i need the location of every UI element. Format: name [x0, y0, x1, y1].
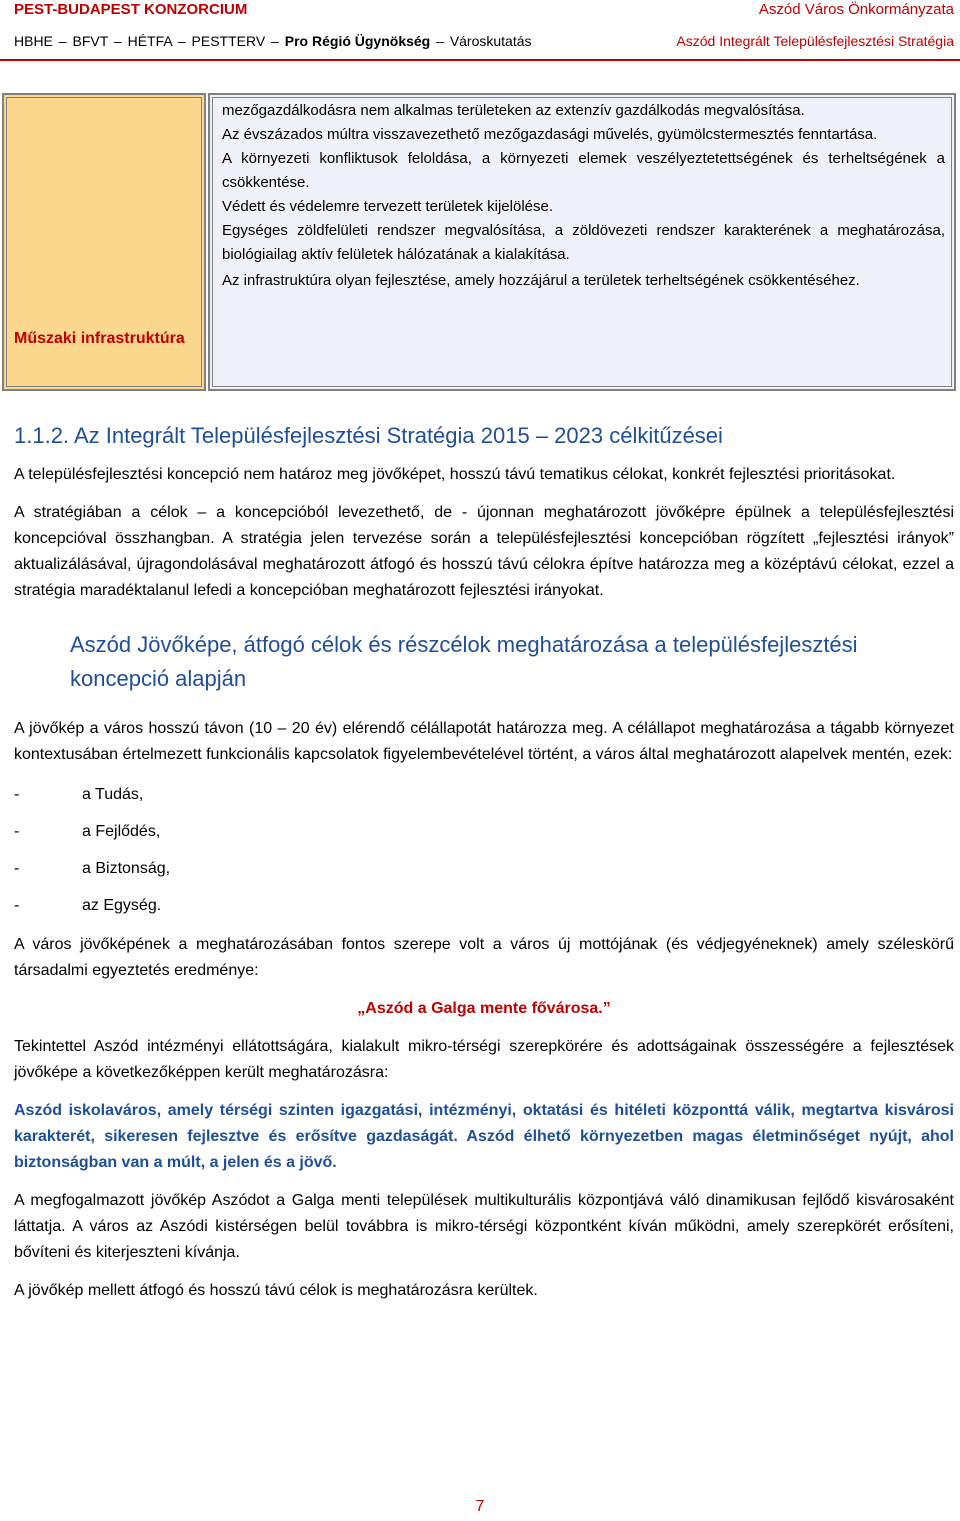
- partner-pestterv: PESTTERV: [191, 33, 266, 49]
- table-line: Egységes zöldfelületi rendszer megvalósítása, a zöldövezeti rendszer karakterének a meghatározása, biológiailag aktív felületek hálózatának a kialakítása.: [222, 222, 945, 263]
- partner-hetfa: HÉTFA: [127, 33, 172, 49]
- paragraph: A város jövőképének a meghatározásában fontos szerepe volt a város új mottójának (és védjegyéneknek) amely széleskörű társadalmi egyeztetés eredménye:: [14, 936, 954, 979]
- table-line: A környezeti konfliktusok feloldása, a környezeti elemek veszélyeztetettségének és terheltségének a csökkentése.: [222, 150, 945, 191]
- main-content: [14, 420, 954, 1304]
- objectives-table: [2, 93, 956, 391]
- vision-statement: Aszód iskolaváros, amely térségi szinten igazgatási, intézményi, oktatási és hitéleti központtá válik, megtartva kisvárosi karakterét, sikeresen fejlesztve és erősítve gazdaságát. Aszód élhető környezetben magas életminőséget nyújt, ahol biztonságban van a múlt, a jelen és a jövő.: [14, 1102, 954, 1171]
- principles-list: [14, 782, 954, 919]
- paragraph: Tekintettel Aszód intézményi ellátottságára, kialakult mikro-térségi szerepkörére és adottságainak összességére a fejlesztések jövőképe a következőképpen került meghatározásra:: [14, 1038, 954, 1081]
- partner-pro-regio: Pro Régió Ügynökség: [284, 33, 431, 49]
- table-line: Az infrastruktúra olyan fejlesztése, amely hozzájárul a területek terheltségének csökkentéséhez.: [222, 272, 860, 289]
- paragraph: A megfogalmazott jövőkép Aszódot a Galga menti települések multikulturális központjává váló dinamikusan fejlődő kisvárosaként láttatja. A város az Aszódi kistérségen belül továbbra is mikro-térségi központként kíván működni, amely szerepkörét erősíteni, bővíteni és kiterjeszteni kívánja.: [14, 1192, 954, 1261]
- section-heading: 1.1.2. Az Integrált Településfejlesztési Stratégia 2015 – 2023 célkitűzései: [14, 423, 723, 448]
- table-row-label-cell: [2, 93, 206, 391]
- list-item: - a Fejlődés,: [14, 823, 161, 840]
- paragraph: A stratégiában a célok – a koncepcióból levezethető, de - újonnan meghatározott jövőképre épülnek a településfejlesztési koncepcióval összhangban. A stratégia jelen tervezése során a településfejlesztési koncepcióban rögzített „fejlesztési irányok” aktualizálásával, újragondolásával meghatározott átfogó és hosszú távú célokra építve határozza meg a középtávú célokat, ezzel a stratégia maradéktalanul lefedi a koncepcióban meghatározott fejlesztési irányokat.: [14, 504, 954, 599]
- row-label: Műszaki infrastruktúra: [14, 330, 185, 347]
- paragraph: A jövőkép a város hosszú távon (10 – 20 év) elérendő célállapotát határozza meg. A célállapot meghatározása a tágabb környezet kontextusában értelmezett funkcionális kapcsolatok figyelembevételével történt, a város által meghatározott alapelvek mentén, ezek:: [14, 720, 954, 763]
- consortium-title: PEST-BUDAPEST KONZORCIUM: [14, 1, 248, 18]
- strategy-subtitle: Aszód Integrált Településfejlesztési Stratégia: [676, 33, 954, 49]
- partner-hbhe: HBHE: [14, 33, 53, 49]
- list-item: - a Tudás,: [14, 786, 144, 803]
- paragraph: A településfejlesztési koncepció nem határoz meg jövőképet, hosszú távú tematikus célokat, konkrét fejlesztési prioritásokat.: [14, 466, 896, 483]
- page-number: 7: [475, 1498, 485, 1515]
- partner-bfvt: BFVT: [72, 33, 109, 49]
- table-line: mezőgazdálkodásra nem alkalmas területeken az extenzív gazdálkodás megvalósítása.: [222, 102, 805, 119]
- partner-varoskutatas: Városkutatás: [449, 33, 532, 49]
- subsection-heading: Aszód Jövőképe, átfogó célok és részcélok meghatározása a településfejlesztési koncepció alapján: [70, 632, 858, 691]
- table-content-text: [222, 99, 945, 293]
- table-line: Az évszázados múltra visszavezethető mezőgazdasági művelés, gyümölcstermesztés fenntartása.: [222, 126, 878, 143]
- paragraph: A jövőkép mellett átfogó és hosszú távú célok is meghatározásra kerültek.: [14, 1282, 538, 1299]
- table-content-cell: [208, 93, 956, 391]
- municipality-title: Aszód Város Önkormányzata: [758, 1, 954, 18]
- list-item: - az Egység.: [14, 897, 162, 914]
- list-item: - a Biztonság,: [14, 860, 171, 877]
- table-line: Védett és védelemre tervezett területek kijelölése.: [222, 198, 554, 215]
- page-header: [0, 0, 960, 64]
- city-motto: „Aszód a Galga mente fővárosa.”: [357, 1000, 611, 1017]
- partner-list: HBHE – BFVT – HÉTFA – PESTTERV – Pro Régió Ügynökség – Városkutatás: [14, 33, 532, 49]
- header-divider: [0, 59, 960, 61]
